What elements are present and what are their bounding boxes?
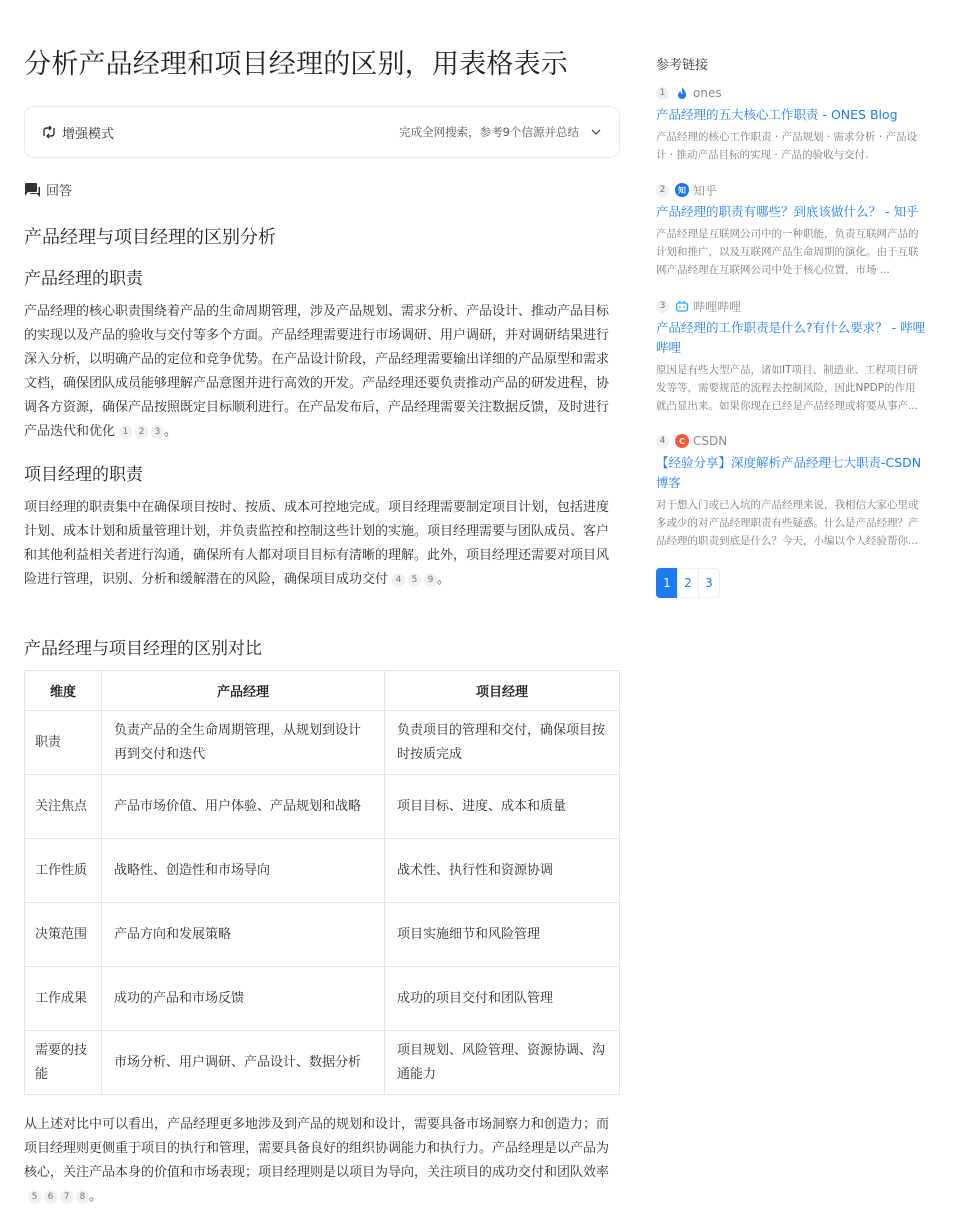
comparison-heading: 产品经理与项目经理的区别对比 bbox=[24, 639, 262, 659]
bilibili-logo-icon bbox=[675, 299, 689, 313]
table-cell: 工作性质 bbox=[25, 839, 102, 903]
column-header: 维度 bbox=[25, 671, 102, 711]
proj-duties-heading: 项目经理的职责 bbox=[24, 465, 143, 485]
citation-badge[interactable]: 5 bbox=[408, 573, 421, 587]
table-cell: 工作成果 bbox=[25, 967, 102, 1031]
proj-citations bbox=[392, 573, 437, 587]
reference-number: 2 bbox=[656, 184, 669, 197]
reference-link[interactable]: 产品经理的工作职责是什么?有什么要求？ - 哔哩哔哩 bbox=[656, 320, 926, 355]
search-summary: 完成全网搜索，参考9个信源并总结 bbox=[399, 125, 579, 139]
csdn-logo-icon: C bbox=[675, 434, 689, 448]
chevron-down-icon[interactable] bbox=[589, 125, 603, 139]
citation-badge[interactable]: 6 bbox=[44, 1190, 57, 1204]
reference-snippet: 产品经理是互联网公司中的一种职能，负责互联网产品的计划和推广，以及互联网产品生命周期的演化。由于互联网产品经理在互联网公司中处于核心位置，市场 ... bbox=[656, 228, 919, 276]
chat-icon bbox=[24, 182, 41, 198]
table-cell: 战术性、执行性和资源协调 bbox=[385, 839, 620, 903]
table-cell: 市场分析、用户调研、产品设计、数据分析 bbox=[102, 1031, 385, 1095]
citation-badge[interactable]: 9 bbox=[424, 573, 437, 587]
conclusion-citations bbox=[28, 1190, 89, 1204]
table-cell: 战略性、创造性和市场导向 bbox=[102, 839, 385, 903]
proj-duties-text: 项目经理的职责集中在确保项目按时、按质、成本可控地完成。项目经理需要制定项目计划，包括进度计划、成本计划和质量管理计划，并负责监控和控制这些计划的实施。项目经理需要与团队成员、客户和其他利益相关者进行沟通，确保所有人都对项目目标有清晰的理解。此外，项目经理还需要对项目风险进行管理，识别、分析和缓解潜在的风险，确保项目成功交付 4 5 9 。 bbox=[24, 500, 610, 587]
reference-link[interactable]: 产品经理的职责有哪些？到底该做什么？ - 知乎 bbox=[656, 204, 919, 219]
table-row bbox=[25, 903, 620, 967]
reference-number: 4 bbox=[656, 435, 669, 448]
reference-source bbox=[656, 432, 926, 450]
source-site-name: 知乎 bbox=[693, 183, 718, 198]
table-cell: 成功的项目交付和团队管理 bbox=[385, 967, 620, 1031]
table-row bbox=[25, 775, 620, 839]
reference-source bbox=[656, 181, 926, 199]
reference-item bbox=[656, 297, 926, 415]
reference-source bbox=[656, 84, 926, 102]
table-cell: 职责 bbox=[25, 711, 102, 775]
citation-badge[interactable]: 5 bbox=[28, 1190, 41, 1204]
table-cell: 产品方向和发展策略 bbox=[102, 903, 385, 967]
table-row bbox=[25, 1031, 620, 1095]
reference-source bbox=[656, 297, 926, 315]
mode-label: 增强模式 bbox=[62, 126, 115, 142]
citation-badge[interactable]: 7 bbox=[60, 1190, 73, 1204]
pagination bbox=[656, 568, 720, 598]
reference-number: 3 bbox=[656, 300, 669, 313]
reference-item bbox=[656, 432, 926, 550]
source-site-name: 哔哩哔哩 bbox=[693, 299, 742, 314]
conclusion-text: 从上述对比中可以看出，产品经理更多地涉及到产品的规划和设计，需要具备市场洞察力和创造力；而项目经理则更侧重于项目的执行和管理，需要具备良好的组织协调能力和执行力。产品经理是以产品为核心，关注产品本身的价值和市场表现；项目经理则是以项目为导向，关注项目的成功交付和团队效率 5 6 7 8 。 bbox=[24, 1117, 610, 1204]
answer-label: 回答 bbox=[46, 184, 73, 199]
zhihu-logo-icon: 知 bbox=[675, 183, 689, 197]
source-site-name: ones bbox=[693, 86, 722, 100]
citation-badge[interactable]: 1 bbox=[119, 425, 132, 439]
reference-snippet: 原因是有些大型产品，诸如IT项目、制造业、工程项目研发等等，需要规范的流程去控制风险，因此NPDP的作用就凸显出来。如果你现在已经是产品经理或将要从事产... bbox=[656, 364, 919, 412]
table-cell: 成功的产品和市场反馈 bbox=[102, 967, 385, 1031]
reference-link[interactable]: 产品经理的五大核心工作职责 - ONES Blog bbox=[656, 107, 898, 122]
column-header: 产品经理 bbox=[102, 671, 385, 711]
citation-badge[interactable]: 4 bbox=[392, 573, 405, 587]
source-site-name: CSDN bbox=[693, 434, 728, 448]
reference-item bbox=[656, 181, 926, 279]
table-cell: 项目实施细节和风险管理 bbox=[385, 903, 620, 967]
table-cell: 负责产品的全生命周期管理，从规划到设计再到交付和迭代 bbox=[102, 711, 385, 775]
page-button-1[interactable]: 1 bbox=[656, 568, 678, 598]
comparison-table bbox=[24, 670, 620, 1095]
table-cell: 决策范围 bbox=[25, 903, 102, 967]
table-cell: 产品市场价值、用户体验、产品规划和战略 bbox=[102, 775, 385, 839]
ones-logo-icon bbox=[675, 86, 689, 100]
table-cell: 需要的技能 bbox=[25, 1031, 102, 1095]
enhance-icon bbox=[41, 124, 57, 140]
table-cell: 项目目标、进度、成本和质量 bbox=[385, 775, 620, 839]
table-cell: 关注焦点 bbox=[25, 775, 102, 839]
pm-duties-text: 产品经理的核心职责围绕着产品的生命周期管理，涉及产品规划、需求分析、产品设计、推动产品目标的实现以及产品的验收与交付等多个方面。产品经理需要进行市场调研、用户调研，并对调研结果进行深入分析，以明确产品的定位和竞争优势。在产品设计阶段，产品经理需要输出详细的产品原型和需求文档，确保团队成员能够理解产品意图并进行高效的开发。产品经理还要负责推动产品的研发进程，协调各方资源，确保产品按照既定目标顺利进行。在产品发布后，产品经理需要关注数据反馈，及时进行产品迭代和优化 1 2 3 。 bbox=[24, 304, 610, 439]
table-cell: 项目规划、风险管理、资源协调、沟通能力 bbox=[385, 1031, 620, 1095]
reference-link[interactable]: 【经验分享】深度解析产品经理七大职责-CSDN博客 bbox=[656, 455, 922, 490]
page-button-3[interactable]: 3 bbox=[698, 568, 720, 598]
references-title: 参考链接 bbox=[656, 58, 709, 73]
column-header: 项目经理 bbox=[385, 671, 620, 711]
page-button-2[interactable]: 2 bbox=[677, 568, 699, 598]
analysis-heading: 产品经理与项目经理的区别分析 bbox=[24, 227, 276, 248]
table-cell: 负责项目的管理和交付，确保项目按时按质完成 bbox=[385, 711, 620, 775]
reference-snippet: 对于想入门或已入坑的产品经理来说，我相信大家心里或多或少的对产品经理职责有些疑惑。什么是产品经理？产品经理的职责到底是什么？今天，小编以个人经验帮你... bbox=[656, 499, 919, 547]
table-row bbox=[25, 967, 620, 1031]
answer-header bbox=[24, 180, 72, 199]
citation-badge[interactable]: 8 bbox=[76, 1190, 89, 1204]
pm-duties-heading: 产品经理的职责 bbox=[24, 269, 143, 289]
pm-citations bbox=[119, 425, 164, 439]
reference-item bbox=[656, 84, 926, 164]
reference-snippet: 产品经理的核心工作职责 · 产品规划 · 需求分析 · 产品设计 · 推动产品目标的实现 · 产品的验收与交付. bbox=[656, 131, 918, 161]
table-header-row bbox=[25, 671, 620, 711]
table-row bbox=[25, 711, 620, 775]
table-row bbox=[25, 839, 620, 903]
citation-badge[interactable]: 3 bbox=[151, 425, 164, 439]
page-title: 分析产品经理和项目经理的区别，用表格表示 bbox=[24, 49, 568, 80]
reference-number: 1 bbox=[656, 87, 669, 100]
enhanced-mode-panel[interactable] bbox=[24, 106, 620, 158]
citation-badge[interactable]: 2 bbox=[135, 425, 148, 439]
